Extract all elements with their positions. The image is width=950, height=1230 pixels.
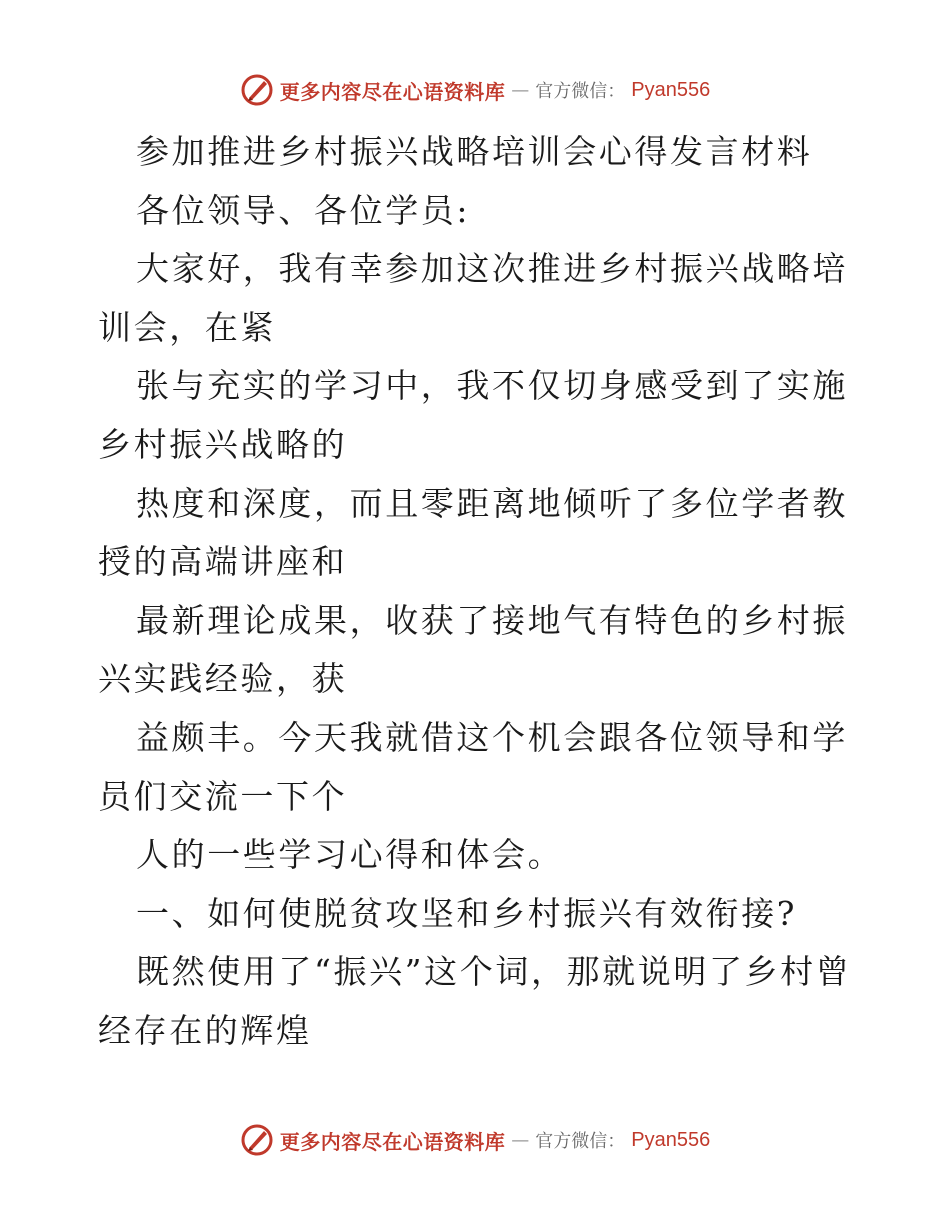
paragraph: 既然使用了“振兴”这个词，那就说明了乡村曾经存在的辉煌: [98, 952, 852, 1050]
header-watermark: [0, 70, 950, 110]
watermark-handle: Pyan556: [631, 78, 711, 101]
salutation: 各位领导、各位学员:: [136, 190, 471, 230]
paragraph: 热度和深度，而且零距离地倾听了多位学者教授的高端讲座和: [98, 483, 848, 582]
watermark-site-text: 更多内容尽在心语资料库: [279, 1129, 506, 1154]
section-heading: 一、如何使脱贫攻坚和乡村振兴有效衔接?: [136, 893, 798, 933]
watermark-separator: —: [511, 79, 530, 101]
watermark-site-text: 更多内容尽在心语资料库: [279, 79, 506, 104]
watermark-handle: Pyan556: [631, 1128, 711, 1151]
paragraph: 最新理论成果，收获了接地气有特色的乡村振兴实践经验，获: [98, 600, 848, 699]
paragraph: 人的一些学习心得和体会。: [136, 835, 564, 875]
document-title: 参加推进乡村振兴战略培训会心得发言材料: [136, 132, 813, 171]
paragraph: 张与充实的学习中，我不仅切身感受到了实施乡村振兴战略的: [98, 366, 848, 464]
watermark-label: 官方微信：: [535, 1131, 626, 1152]
document-body: [98, 123, 858, 1061]
footer-watermark: [0, 1120, 950, 1160]
quill-logo-icon: [240, 73, 274, 107]
paragraph: 大家好，我有幸参加这次推进乡村振兴战略培训会，在紧: [98, 249, 848, 347]
quill-logo-icon: [240, 1123, 274, 1157]
paragraph: 益颇丰。今天我就借这个机会跟各位领导和学员们交流一下个: [98, 717, 848, 816]
watermark-label: 官方微信：: [535, 81, 626, 102]
watermark-separator: —: [511, 1129, 530, 1151]
